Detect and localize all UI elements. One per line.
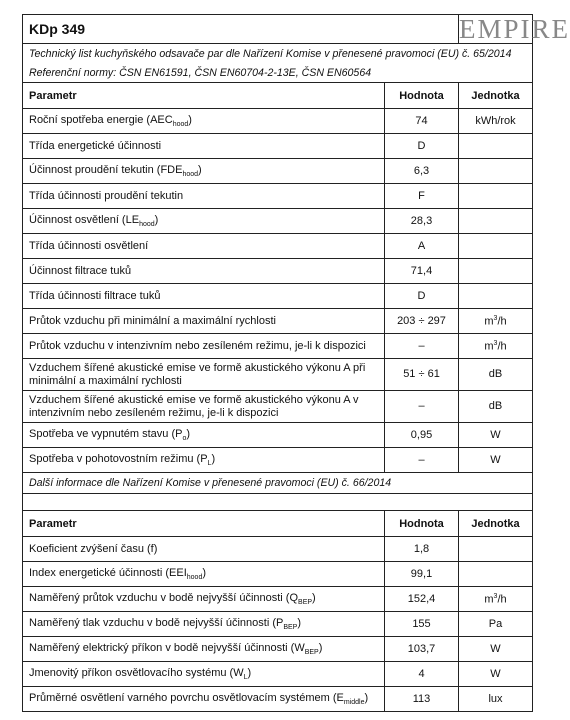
- parameter-label: Spotřeba ve vypnutém stavu (P: [29, 427, 183, 440]
- brand-logo-text: EMPIRE: [459, 14, 570, 44]
- table-row: [23, 587, 533, 612]
- parameter-label: Třída účinnosti filtrace tuků: [29, 290, 161, 302]
- parameter-cell: [23, 309, 385, 334]
- value-cell: [385, 109, 459, 134]
- intro-line-1: Technický list kuchyňského odsavače par dle Nařízení Komise v přenesené pravomoci (EU) č. 65/2014: [23, 44, 533, 64]
- value-text: 155: [412, 618, 431, 630]
- value-cell: [385, 284, 459, 309]
- value-text: 113: [412, 693, 431, 705]
- unit-cell: [459, 687, 533, 712]
- value-cell: [385, 209, 459, 234]
- table1-header: [23, 83, 533, 109]
- unit-cell: [459, 234, 533, 259]
- unit-cell: [459, 334, 533, 359]
- unit-text: W: [490, 668, 501, 680]
- parameter-label: Účinnost filtrace tuků: [29, 265, 132, 277]
- parameter-label: Spotřeba v pohotovostním režimu (P: [29, 452, 208, 465]
- value-text: 203 ÷ 297: [397, 315, 446, 327]
- col-header-parametr: Parametr: [23, 83, 385, 109]
- parameter-label-suffix: ): [312, 591, 316, 604]
- unit-text: kWh/rok: [475, 115, 516, 127]
- parameter-label: Vzduchem šířené akustické emise ve formě akustického výkonu A při minimální a maximální rychlosti: [29, 361, 366, 387]
- unit-text-suffix: /h: [497, 315, 507, 328]
- parameter-label: Jmenovitý příkon osvětlovacího systému (W: [29, 666, 244, 679]
- intro-row-2: [23, 63, 533, 83]
- unit-cell: [459, 109, 533, 134]
- unit-superscript: 3: [493, 339, 498, 347]
- col-header-jednotka: Jednotka: [459, 83, 533, 109]
- unit-superscript: 3: [493, 592, 498, 600]
- unit-text: W: [490, 429, 501, 441]
- value-cell: [385, 687, 459, 712]
- brand-logo: [459, 14, 570, 44]
- table-row: [23, 662, 533, 687]
- col-header-parametr: Parametr: [23, 511, 385, 537]
- value-text: 28,3: [410, 215, 433, 227]
- value-text: 6,3: [413, 165, 430, 177]
- value-cell: [385, 562, 459, 587]
- table-row: [23, 423, 533, 448]
- value-text: D: [417, 140, 426, 152]
- value-cell: [385, 423, 459, 448]
- table-row: [23, 159, 533, 184]
- unit-text-suffix: /h: [497, 593, 507, 606]
- value-text: –: [418, 400, 425, 412]
- col-header-jednotka: Jednotka: [459, 511, 533, 537]
- value-cell: [385, 612, 459, 637]
- value-text: 71,4: [410, 265, 433, 277]
- parameter-cell: [23, 334, 385, 359]
- parameter-subscript: hood: [186, 574, 203, 582]
- value-text: 1,8: [413, 543, 430, 555]
- table-row: [23, 284, 533, 309]
- unit-cell: [459, 587, 533, 612]
- parameter-label: Index energetické účinnosti (EEI: [29, 566, 187, 579]
- parameter-label: Roční spotřeba energie (AEC: [29, 113, 173, 126]
- parameter-label: Třída účinnosti proudění tekutin: [29, 190, 184, 202]
- value-text: 152,4: [407, 593, 436, 605]
- table-row: [23, 537, 533, 562]
- parameter-label: Účinnost proudění tekutin (FDE: [29, 163, 183, 176]
- spacer-row: [23, 494, 533, 511]
- parameter-subscript: middle: [343, 699, 365, 707]
- parameter-subscript: BEP: [298, 599, 313, 607]
- intro-line-2: Referenční normy: ČSN EN61591, ČSN EN60704-2-13E, ČSN EN60564: [23, 63, 533, 83]
- parameter-label-suffix: ): [198, 163, 202, 176]
- parameter-label-suffix: ): [318, 641, 323, 654]
- unit-cell: [459, 423, 533, 448]
- parameter-cell: [23, 359, 385, 391]
- value-cell: [385, 662, 459, 687]
- value-cell: [385, 359, 459, 391]
- unit-text: dB: [488, 368, 503, 380]
- parameter-label: Koeficient zvýšení času (f): [29, 543, 158, 555]
- unit-text: W: [490, 454, 501, 466]
- value-cell: [385, 587, 459, 612]
- parameter-cell: [23, 687, 385, 712]
- parameter-subscript: hood: [182, 171, 199, 179]
- parameter-label: Účinnost osvětlení (LE: [29, 213, 140, 226]
- parameter-subscript: L: [207, 460, 212, 468]
- table-row: [23, 562, 533, 587]
- parameter-label: Třída účinnosti osvětlení: [29, 240, 149, 252]
- parameter-subscript: o: [182, 435, 187, 443]
- parameter-cell: [23, 662, 385, 687]
- table-row: [23, 309, 533, 334]
- value-text: –: [418, 340, 425, 352]
- table-row: [23, 234, 533, 259]
- value-cell: [385, 391, 459, 423]
- parameter-cell: [23, 209, 385, 234]
- parameter-cell: [23, 612, 385, 637]
- parameter-label: Průtok vzduchu při minimální a maximální rychlosti: [29, 315, 276, 327]
- parameter-cell: [23, 562, 385, 587]
- value-cell: [385, 448, 459, 473]
- unit-text-suffix: /h: [497, 340, 507, 353]
- unit-cell: [459, 309, 533, 334]
- value-cell: [385, 234, 459, 259]
- parameter-cell: [23, 109, 385, 134]
- parameter-cell: [23, 184, 385, 209]
- unit-cell: [459, 259, 533, 284]
- datasheet-table: [22, 14, 570, 712]
- parameter-cell: [23, 391, 385, 423]
- parameter-label-suffix: ): [186, 427, 191, 440]
- parameter-cell: [23, 637, 385, 662]
- parameter-label-suffix: ): [211, 452, 216, 465]
- unit-cell: [459, 209, 533, 234]
- parameter-cell: [23, 159, 385, 184]
- table-row: [23, 391, 533, 423]
- table-row: [23, 612, 533, 637]
- value-text: F: [418, 190, 425, 202]
- unit-cell: [459, 662, 533, 687]
- unit-cell: [459, 612, 533, 637]
- unit-text: m: [484, 315, 494, 328]
- parameter-cell: [23, 259, 385, 284]
- title-row: [23, 15, 533, 44]
- parameter-label-suffix: ): [188, 113, 192, 126]
- value-text: 99,1: [410, 568, 433, 580]
- value-cell: [385, 159, 459, 184]
- parameter-label: Vzduchem šířené akustické emise ve formě akustického výkonu A v intenzivním nebo zesíleném režimu, je-li k dispozici: [29, 393, 359, 419]
- unit-cell: [459, 284, 533, 309]
- table-row: [23, 359, 533, 391]
- parameter-cell: [23, 448, 385, 473]
- value-cell: [385, 637, 459, 662]
- parameter-cell: [23, 587, 385, 612]
- parameter-label: Průměrné osvětlení varného povrchu osvětlovacím systémem (E: [29, 691, 344, 704]
- parameter-label-suffix: ): [364, 691, 369, 704]
- unit-cell: [459, 184, 533, 209]
- unit-superscript: 3: [493, 314, 498, 322]
- col-header-hodnota: Hodnota: [385, 83, 459, 109]
- value-text: 74: [415, 115, 428, 127]
- unit-cell: [459, 359, 533, 391]
- parameter-label: Naměřený elektrický příkon v bodě nejvyšší účinnosti (W: [29, 641, 305, 654]
- unit-cell: [459, 391, 533, 423]
- table-row: [23, 259, 533, 284]
- unit-cell: [459, 159, 533, 184]
- parameter-subscript: BEP: [283, 624, 298, 632]
- section2-note-row: [23, 473, 533, 494]
- unit-cell: [459, 448, 533, 473]
- model-title: KDp 349: [23, 15, 459, 44]
- value-cell: [385, 334, 459, 359]
- value-text: 51 ÷ 61: [403, 368, 440, 380]
- value-text: 4: [418, 668, 425, 680]
- col-header-hodnota: Hodnota: [385, 511, 459, 537]
- unit-text: lux: [488, 693, 503, 705]
- parameter-label: Průtok vzduchu v intenzivním nebo zesíleném režimu, je-li k dispozici: [29, 340, 366, 352]
- parameter-subscript: L: [243, 674, 248, 682]
- parameter-subscript: hood: [139, 221, 155, 229]
- parameter-cell: [23, 234, 385, 259]
- table-row: [23, 109, 533, 134]
- parameter-label-suffix: ): [154, 213, 159, 226]
- parameter-subscript: hood: [172, 121, 189, 129]
- datasheet: [22, 14, 570, 712]
- table2-header: [23, 511, 533, 537]
- intro-row-1: [23, 44, 533, 64]
- section2-note: Další informace dle Nařízení Komise v přenesené pravomoci (EU) č. 66/2014: [23, 473, 533, 494]
- value-text: D: [417, 290, 426, 302]
- parameter-label-suffix: ): [247, 666, 252, 679]
- table-row: [23, 687, 533, 712]
- table-row: [23, 209, 533, 234]
- parameter-label: Třída energetické účinnosti: [29, 140, 162, 152]
- unit-text: m: [484, 340, 494, 353]
- parameter-subscript: BEP: [304, 649, 319, 657]
- unit-text: Pa: [488, 618, 503, 630]
- table-row: [23, 134, 533, 159]
- unit-cell: [459, 134, 533, 159]
- parameter-label: Naměřený tlak vzduchu v bodě nejvyšší účinnosti (P: [29, 616, 284, 629]
- parameter-cell: [23, 423, 385, 448]
- parameter-label-suffix: ): [202, 566, 207, 579]
- value-cell: [385, 537, 459, 562]
- value-text: 103,7: [407, 643, 436, 655]
- table-row: [23, 184, 533, 209]
- unit-text: m: [484, 593, 494, 606]
- parameter-cell: [23, 284, 385, 309]
- unit-cell: [459, 637, 533, 662]
- value-cell: [385, 134, 459, 159]
- unit-cell: [459, 537, 533, 562]
- unit-cell: [459, 562, 533, 587]
- parameter-cell: [23, 134, 385, 159]
- parameter-label: Naměřený průtok vzduchu v bodě nejvyšší účinnosti (Q: [29, 591, 299, 604]
- unit-text: W: [490, 643, 501, 655]
- table-row: [23, 637, 533, 662]
- unit-text: dB: [488, 400, 503, 412]
- value-cell: [385, 259, 459, 284]
- value-text: 0,95: [410, 429, 433, 441]
- value-cell: [385, 184, 459, 209]
- table-row: [23, 334, 533, 359]
- value-text: –: [418, 454, 425, 466]
- parameter-label-suffix: ): [297, 616, 302, 629]
- value-cell: [385, 309, 459, 334]
- value-text: A: [417, 240, 426, 252]
- table-row: [23, 448, 533, 473]
- parameter-cell: [23, 537, 385, 562]
